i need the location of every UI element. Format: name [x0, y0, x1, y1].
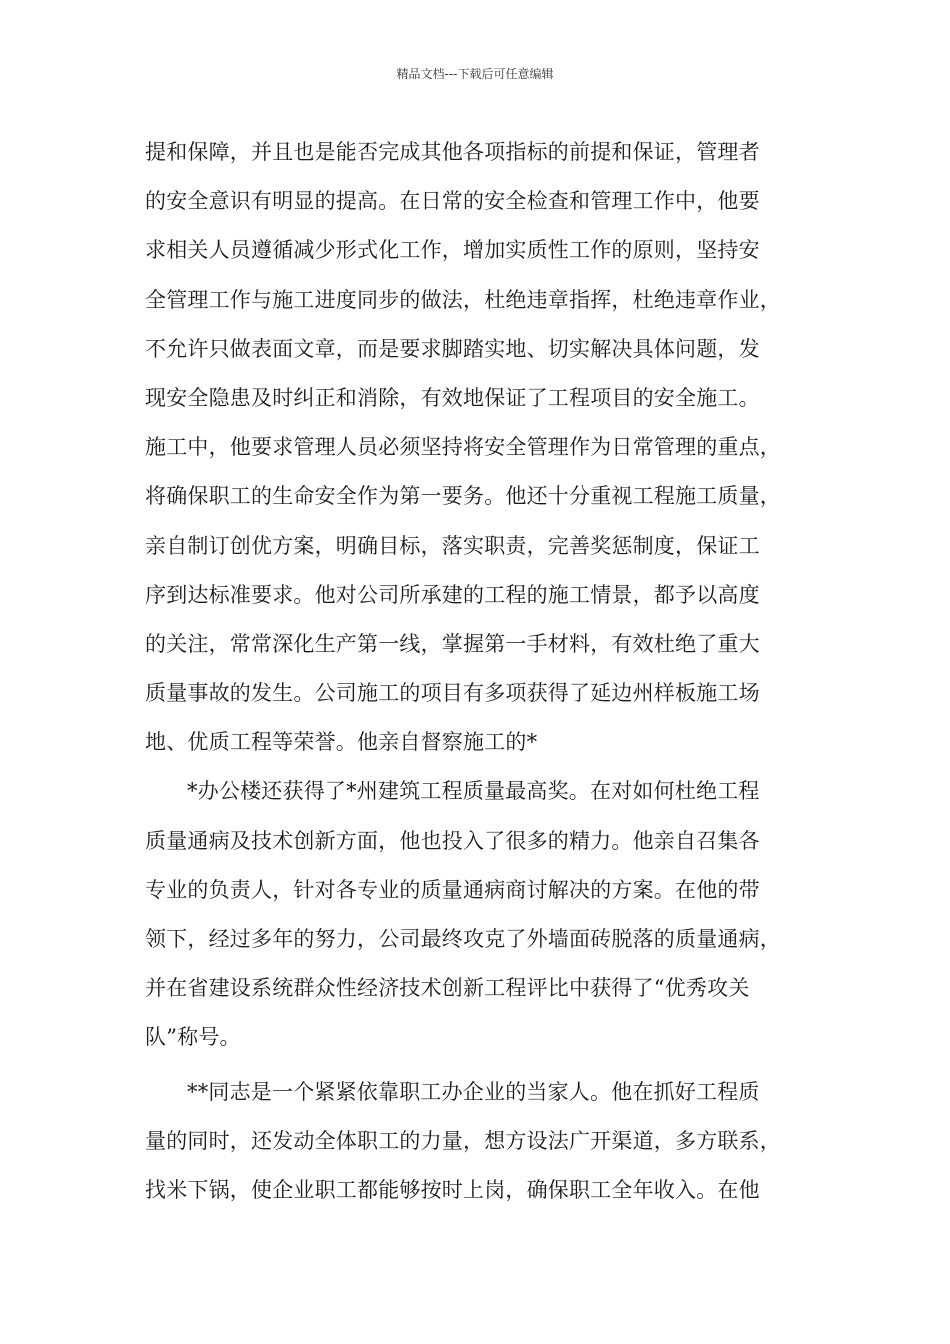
text-line: 领下，经过多年的努力，公司最终攻克了外墙面砖脱落的质量通病， [145, 927, 781, 951]
text-line: 并在省建设系统群众性经济技术创新工程评比中获得了“优秀攻关 [145, 976, 750, 1001]
paragraph-start-line: *办公楼还获得了*州建筑工程质量最高奖。在对如何杜绝工程 [187, 779, 760, 804]
text-line: 量的同时，还发动全体职工的力量，想方设法广开渠道，多方联系， [145, 1128, 781, 1153]
text-line: 不允许只做表面文章，而是要求脚踏实地、切实解决具体问题，发 [145, 336, 760, 361]
text-line: 质量事故的发生。公司施工的项目有多项获得了延边州样板施工场 [145, 681, 760, 706]
text-line: 的安全意识有明显的提高。在日常的安全检查和管理工作中，他要 [145, 189, 760, 214]
text-line: 施工中，他要求管理人员必须坚持将安全管理作为日常管理的重点， [145, 435, 781, 460]
text-line: 质量通病及技术创新方面，他也投入了很多的精力。他亲自召集各 [145, 828, 760, 853]
text-line: 队”称号。 [145, 1025, 241, 1050]
text-line: 找米下锅，使企业职工都能够按时上岗，确保职工全年收入。在他 [145, 1177, 760, 1202]
text-line: 现安全隐患及时纠正和消除，有效地保证了工程项目的安全施工。 [145, 385, 760, 410]
text-line: 的关注，常常深化生产第一线，掌握第一手材料，有效杜绝了重大 [145, 631, 760, 656]
text-line: 求相关人员遵循减少形式化工作，增加实质性工作的原则，坚持安 [145, 238, 760, 263]
page-header: 精品文档---下载后可任意编辑 [396, 67, 554, 81]
body-text [145, 132, 835, 1219]
text-line: 全管理工作与施工进度同步的做法，杜绝违章指挥，杜绝违章作业， [145, 287, 781, 312]
text-line: 亲自制订创优方案，明确目标，落实职责，完善奖惩制度，保证工 [145, 533, 760, 558]
text-line: 序到达标准要求。他对公司所承建的工程的施工情景，都予以高度 [145, 582, 760, 607]
text-line: 提和保障，并且也是能否完成其他各项指标的前提和保证，管理者 [145, 140, 760, 164]
text-line: 将确保职工的生命安全作为第一要务。他还十分重视工程施工质量， [145, 484, 781, 509]
text-line: 地、优质工程等荣誉。他亲自督察施工的* [145, 730, 538, 755]
paragraph-start-line: **同志是一个紧紧依靠职工办企业的当家人。他在抓好工程质 [187, 1079, 760, 1104]
text-line: 专业的负责人，针对各专业的质量通病商讨解决的方案。在他的带 [145, 877, 760, 902]
